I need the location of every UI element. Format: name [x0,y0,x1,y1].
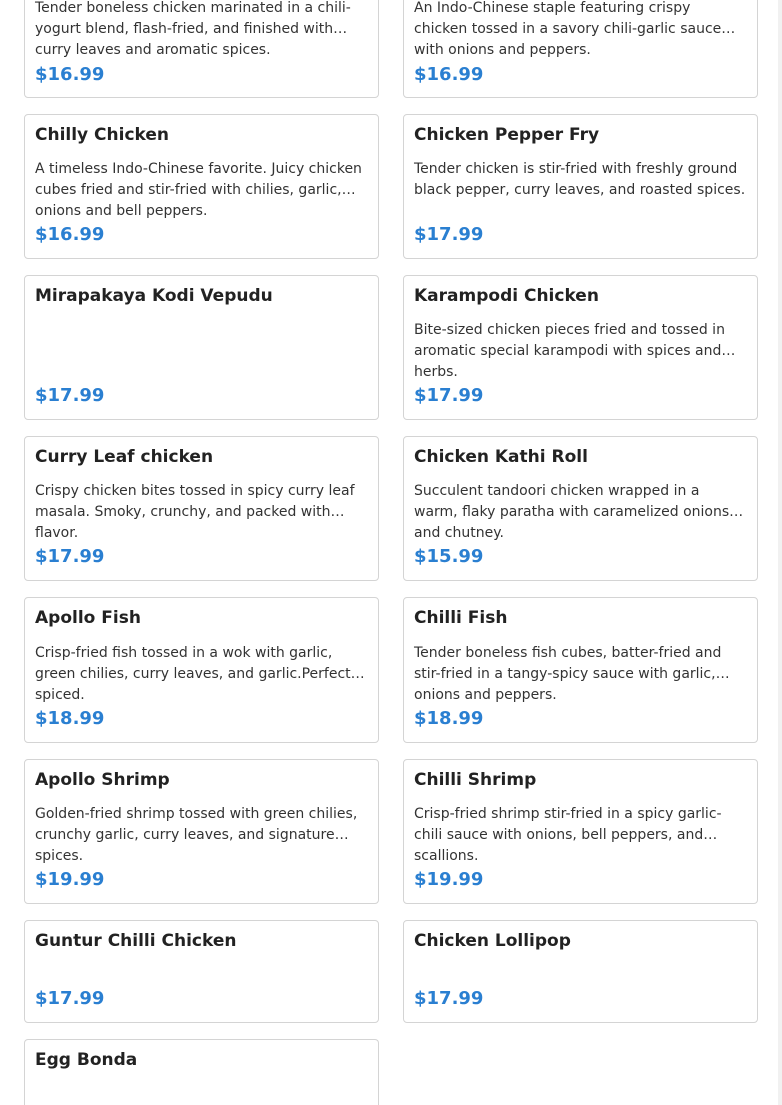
menu-item-description: An Indo-Chinese staple featuring crispy chicken tossed in a savory chili-garlic sauce with onions and peppers. [414,0,722,58]
menu-item-card[interactable] [24,436,379,581]
menu-item-card[interactable] [24,275,379,420]
menu-item-price: $19.99 [35,869,105,890]
menu-item-name: Curry Leaf chicken [35,447,214,467]
menu-item-price: $17.99 [35,385,105,406]
menu-item-name: Chicken Pepper Fry [414,125,600,145]
menu-item-description: Tender boneless fish cubes, batter-fried and stir-fried in a tangy-spicy sauce with garlic, onions and peppers. [414,645,722,703]
menu-item-card[interactable] [24,920,379,1023]
menu-item-price: $16.99 [35,64,105,85]
menu-item-card[interactable] [24,1039,379,1105]
menu-item-name: Chicken Kathi Roll [414,447,588,467]
menu-item-description: Tender chicken is stir-fried with freshly ground black pepper, curry leaves, and roasted spices. [414,161,746,198]
menu-item-card[interactable] [403,920,758,1023]
menu-item-description: Crisp-fried shrimp stir-fried in a spicy garlic-chili sauce with onions, bell peppers, and scallions. [414,806,722,864]
menu-item-description: Golden-fried shrimp tossed with green chilies, crunchy garlic, curry leaves, and signature spices. [35,806,358,864]
menu-item-card[interactable] [403,436,758,581]
menu-item-price: $19.99 [414,869,484,890]
menu-item-price: $16.99 [414,64,484,85]
menu-item-price: $17.99 [35,546,105,567]
menu-item-price: $18.99 [35,708,105,729]
menu-item-price: $17.99 [414,988,484,1009]
menu-item-description: Crispy chicken bites tossed in spicy curry leaf masala. Smoky, crunchy, and packed with flavor. [35,483,355,541]
menu-item-price: $17.99 [35,988,105,1009]
menu-item-price: $17.99 [414,224,484,245]
menu-item-description: Tender boneless chicken marinated in a chili-yogurt blend, flash-fried, and finished with curry leaves and aromatic spices. [35,0,351,58]
menu-item-description: Crisp-fried fish tossed in a wok with garlic, green chilies, curry leaves, and garlic.Perfectly spiced. [35,645,363,703]
menu-item-card[interactable] [24,759,379,904]
menu-item-card[interactable] [24,597,379,743]
menu-item-card[interactable] [24,114,379,259]
scrollbar[interactable] [778,0,782,1105]
menu-item-name: Apollo Shrimp [35,770,170,790]
menu-item-description: Succulent tandoori chicken wrapped in a warm, flaky paratha with caramelized onions and chutney. [414,483,730,541]
menu-item-card[interactable] [403,275,758,420]
menu-item-card[interactable] [403,0,758,98]
menu-item-name: Apollo Fish [35,608,141,628]
menu-item-price: $16.99 [35,224,105,245]
menu-item-name: Chilli Shrimp [414,770,537,790]
menu-item-card[interactable] [403,759,758,904]
menu-item-price: $15.99 [414,546,484,567]
menu-item-card[interactable] [24,0,379,98]
menu-item-description: A timeless Indo-Chinese favorite. Juicy chicken cubes fried and stir-fried with chilies, garlic, onions and bell peppers. [35,161,362,219]
menu-item-name: Egg Bonda [35,1050,138,1070]
menu-item-name: Chilli Fish [414,608,508,628]
menu-item-price: $17.99 [414,385,484,406]
menu-item-name: Guntur Chilli Chicken [35,931,237,951]
menu-item-name: Chilly Chicken [35,125,170,145]
menu-item-name: Mirapakaya Kodi Vepudu [35,286,273,306]
menu-item-description: Bite-sized chicken pieces fried and tossed in aromatic special karampodi with spices and herbs. [414,322,725,380]
menu-item-card[interactable] [403,114,758,259]
menu-item-name: Karampodi Chicken [414,286,599,306]
menu-item-card[interactable] [403,597,758,743]
menu-item-price: $18.99 [414,708,484,729]
menu-item-name: Chicken Lollipop [414,931,571,951]
